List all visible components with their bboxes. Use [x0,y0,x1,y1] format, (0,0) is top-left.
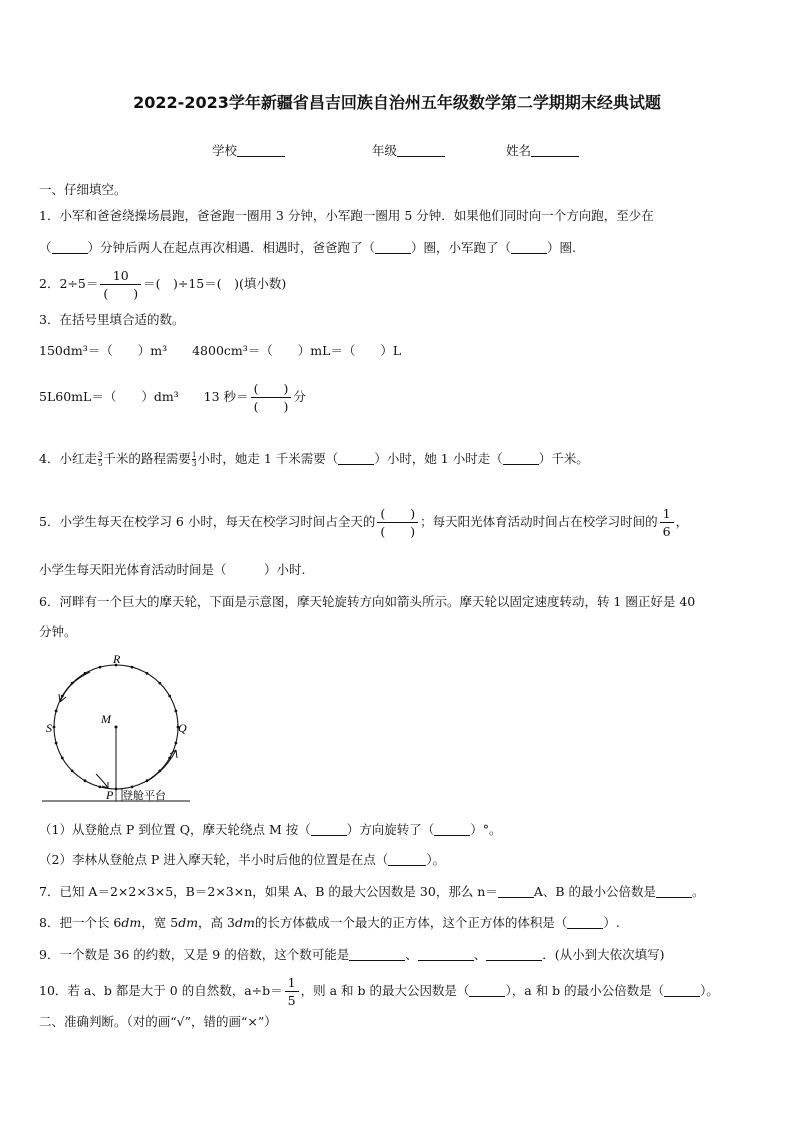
seat-dot [174,710,177,713]
question-8: 8．把一个长 6dm，宽 5dm，高 3dm的长方体截成一个最大的正方体，这个正方体的体积是（ ）. [39,915,620,930]
fraction: $\frac{( )}{( )}$ [251,380,292,415]
seat-dot [71,769,74,772]
seat-dot [55,742,58,745]
question-4: 4．小红走 $\frac{3}{5}$ 千米的路程需要 $\frac{1}{3}$ 小时，她走 1 千米需要（ ）小时，她 1 小时走（ ）千米。 [39,451,589,468]
question-1-line-2: （ ）分钟后两人在起点再次相遇．相遇时，爸爸跑了（ ）圈，小军跑了（ ）圈. [39,240,577,255]
fraction: $\frac{1}{5}$ [285,974,299,1009]
school-field[interactable] [212,141,285,159]
center-point [115,726,118,729]
seat-dot [131,785,134,788]
question-6-line-2: 分钟。 [39,624,77,639]
question-5-line-2: 小学生每天阳光体育活动时间是（ ）小时. [39,562,306,577]
answer-blank[interactable] [498,883,534,898]
seat-dot [158,682,161,685]
label-platform: 登舱平台 [122,789,166,802]
question-6-line-1: 6．河畔有一个巨大的摩天轮，下面是示意图，摩天轮旋转方向如箭头所示。摩天轮以固定速度转动，转 1 圈正好是 40 [39,594,696,609]
label-p: P [106,788,114,802]
question-6-sub-1: （1）从登舱点 P 到位置 Q，摩天轮绕点 M 按（ ）方向旋转了（ ）°。 [39,822,502,837]
answer-blank[interactable] [52,239,88,254]
seat-dot [99,666,102,669]
question-7: 7．已知 A＝2×2×3×5，B＝2×3×n，如果 A、B 的最大公因数是 30，那么 n＝ A、B 的最小公倍数是 。 [39,884,705,899]
answer-blank[interactable] [375,239,411,254]
question-3-row-1: 150dm³＝（ ）m³ 4800cm³＝（ ）mL＝（ ）L [39,343,402,358]
answer-blank[interactable] [434,821,470,836]
fraction: $\frac{1}{6}$ [660,505,674,540]
answer-blank[interactable] [486,946,542,961]
question-1-line-1: 1．小军和爸爸绕操场晨跑，爸爸跑一圈用 3 分钟，小军跑一圈用 5 分钟．如果他们同时向一个方向跑，至少在 [39,208,654,223]
answer-blank[interactable] [469,982,505,997]
question-3-stem: 3．在括号里填合适的数。 [39,312,185,327]
answer-blank[interactable] [503,450,539,465]
answer-blank[interactable] [418,946,474,961]
label-r: R [113,652,121,666]
seat-dot [168,695,171,698]
answer-blank[interactable] [511,239,547,254]
fraction: $\frac{( )}{( )}$ [377,505,418,540]
label-q: Q [178,721,187,735]
seat-dot [61,757,64,760]
rotation-arrow-upper-left [60,672,90,702]
seat-dot [53,726,56,729]
seat-dot [131,666,134,669]
question-10: 10．若 a、b 都是大于 0 的自然数，a÷b＝ $\frac{1}{5}$ ，则 a 和 b 的最大公因数是（ ），a 和 b 的最小公倍数是（ ）。 [39,975,719,1008]
answer-blank[interactable] [664,982,700,997]
grade-field[interactable] [372,141,445,159]
seat-dot [84,779,87,782]
label-m: M [101,712,111,726]
seat-dot [99,785,102,788]
grade-label: 年级 [372,143,398,158]
question-2: 2．2÷5＝ $\frac{10}{( )}$ ＝( )÷15＝( )(填小数) [39,268,287,301]
seat-dot [146,672,149,675]
seat-dot [174,742,177,745]
answer-blank[interactable] [349,946,405,961]
answer-blank[interactable] [567,914,603,929]
ferris-wheel-diagram [38,650,208,808]
page-title: 2022-2023学年新疆省昌吉回族自治州五年级数学第二学期期末经典试题 [133,93,661,112]
school-label: 学校 [212,143,238,158]
fraction: $\frac{10}{( )}$ [100,267,141,302]
answer-blank[interactable] [656,883,692,898]
name-label: 姓名 [506,143,532,158]
section-2-heading: 二、准确判断。（对的画“√”，错的画“×”） [39,1014,277,1029]
section-1-heading: 一、仔细填空。 [39,182,127,197]
answer-blank[interactable] [338,450,374,465]
answer-blank[interactable] [388,851,426,866]
label-s: S [46,721,52,735]
question-3-row-2: 5L60mL＝（ ）dm³ 13 秒＝ $\frac{( )}{( )}$ 分 [39,381,306,414]
question-5-line-1: 5．小学生每天在校学习 6 小时，每天在校学习时间占全天的 $\frac{( )}{( )}$ ；每天阳光体育活动时间占在校学习时间的 $\frac{1}{6}$ ， [39,506,689,539]
answer-blank[interactable] [311,821,347,836]
name-field[interactable] [506,141,579,159]
question-9: 9．一个数是 36 的约数，又是 9 的倍数，这个数可能是 、 、 ．(从小到大依次填写) [39,947,665,962]
question-6-sub-2: （2）李林从登舱点 P 进入摩天轮，半小时后他的位置是在点（ ）。 [39,852,446,867]
seat-dot [55,710,58,713]
